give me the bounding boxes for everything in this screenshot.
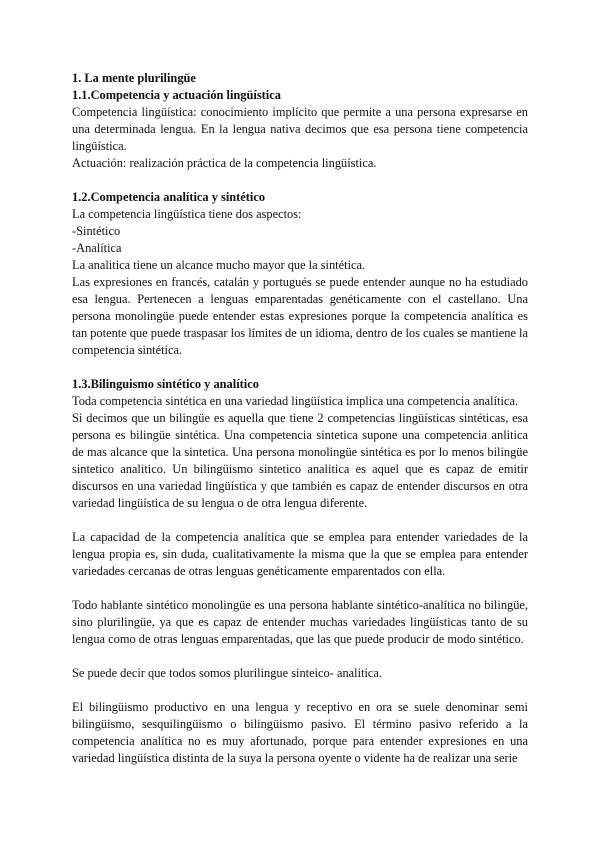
- paragraph-capacidad: La capacidad de la competencia analítica que se emplea para entender variedades de la lengua propia es, sin duda, cualitativamente la misma que la que se emplea para entender variedades cercanas de otras lenguas genéticamente emparentados con ella.: [72, 530, 528, 578]
- section-heading-1-1: 1.1.Competencia y actuación lingüística: [72, 88, 281, 102]
- line-alcance: La analitica tiene un alcance mucho mayor que la sintética.: [72, 258, 366, 272]
- line-sintetico: -Sintético: [72, 224, 121, 238]
- line-toda-competencia: Toda competencia sintética en una variedad lingüística implica una competencia analítica.: [72, 394, 519, 408]
- chapter-heading: 1. La mente plurilingüe: [72, 71, 196, 85]
- paragraph-actuacion: Actuación: realización práctica de la competencia lingüística.: [72, 156, 377, 170]
- paragraph-todo-hablante: Todo hablante sintético monolingüe es una persona hablante sintético-analítica no bilingüe, sino plurilingüe, ya que es capaz de entender muchas variedades lingüísticas tanto de su lengua como de otras lenguas emparentadas, que las que puede producir de modo sintético.: [72, 598, 528, 646]
- section-heading-1-2: 1.2.Competencia analítica y sintético: [72, 190, 266, 204]
- line-analitica: -Analítica: [72, 241, 122, 255]
- paragraph-competencia: Competencia lingüística: conocimiento implícito que permite a una persona expresarse en una determinada lengua. En la lengua nativa decimos que esa persona tiene competencia lingüística.: [72, 105, 528, 153]
- paragraph-plurilingue: Se puede decir que todos somos plurilingue sinteico- analitica.: [72, 666, 383, 680]
- paragraph-expresiones: Las expresiones en francés, catalán y portugués se puede entender aunque no ha estudiado esa lengua. Pertenecen a lenguas emparentadas genéticamente con el castellano. Una persona monolingüe puede entender estas expresiones porque la competencia analítica es tan potente que puede traspasar los límites de un idioma, dentro de los cuales se mantiene la competencia sintética.: [72, 275, 528, 357]
- line-aspectos: La competencia lingüística tiene dos aspectos:: [72, 207, 302, 221]
- section-heading-1-3: 1.3.Bilinguismo sintético y analítico: [72, 377, 259, 391]
- paragraph-bilinguismo-productivo: El bilingüismo productivo en una lengua y receptivo en ora se suele denominar semi bilingüismo, sesquilingüismo o bilingüismo pasivo. El término pasivo referido a la competencia analítica no es muy afortunado, porque para entender expresiones en una variedad lingüística distinta de la suya la persona oyente o vidente ha de realizar una serie: [72, 700, 528, 765]
- paragraph-bilingue: Si decimos que un bilingüe es aquella que tiene 2 competencias lingüísticas sintéticas, esa persona es bilingüe sintética. Una competencia sintetica supone una competencia anlitica de mas alcance que la sintetica. Una persona monolingüe sintética es por lo menos bilingüe sintetico analitico. Un bilingüismo sintetico analitica es aquel que es capaz de emitir discursos en una variedad lingüística y que también es capaz de entender discursos en otra variedad lingüística de su lengua o de otra lengua diferente.: [72, 411, 528, 510]
